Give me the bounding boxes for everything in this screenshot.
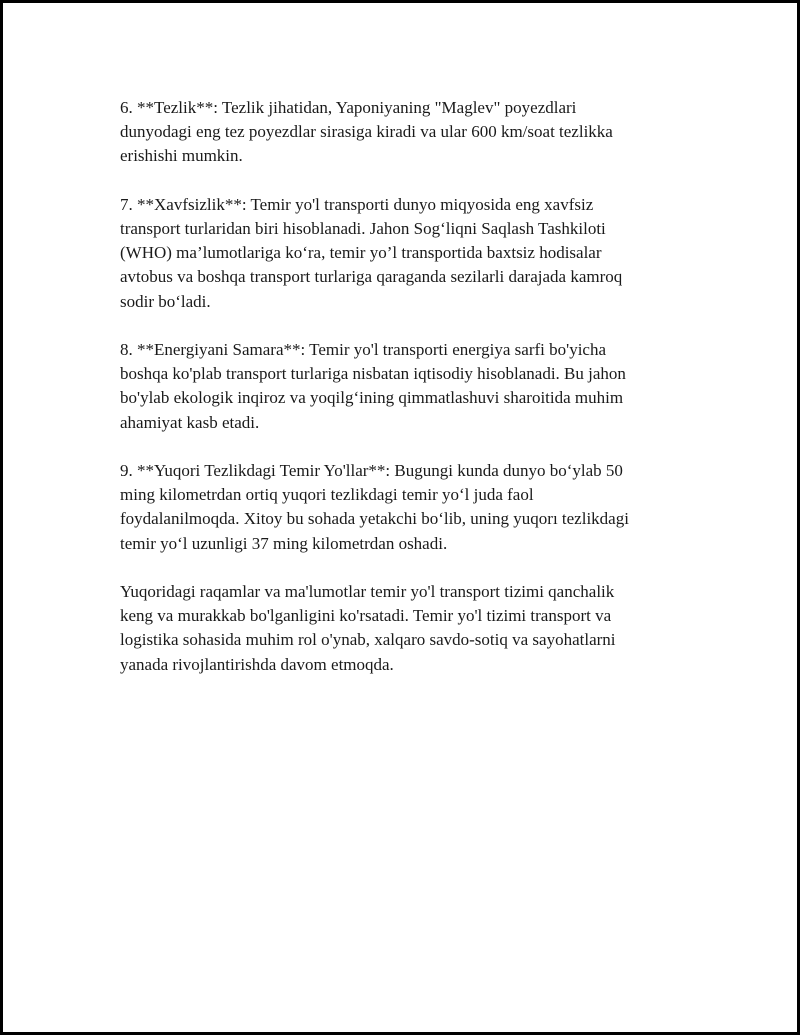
paragraph-energy-efficiency: 8. **Energiyani Samara**: Temir yo'l transporti energiya sarfi bo'yicha boshqa ko'plab transport turlariga nisbatan iqtisodiy hisoblanadi. Bu jahon bo'ylab ekologik inqiroz va yoqilg‘ining qimmatlashuvi sharoitida muhim ahamiyat kasb etadi. [120,340,626,432]
paragraph-speed: 6. **Tezlik**: Tezlik jihatidan, Yaponiyaning "Maglev" poyezdlari dunyodagi eng tez poyezdlar sirasiga kiradi va ular 600 km/soat tezlikka erishishi mumkin. [120,98,613,166]
paragraph-safety: 7. **Xavfsizlik**: Temir yo'l transporti dunyo miqyosida eng xavfsiz transport turlaridan biri hisoblanadi. Jahon Sog‘liqni Saqlash Tashkiloti (WHO) ma’lumotlariga ko‘ra, temir yo’l transportida baxtsiz hodisalar avtobus va boshqa transport turlariga qaraganda sezilarli darajada kamroq sodir bo‘ladi. [120,194,623,311]
paragraph-conclusion: Yuqoridagi raqamlar va ma'lumotlar temir yo'l transport tizimi qanchalik keng va murakkab bo'lganligini ko'rsatadi. Temir yo'l tizimi transport va logistika sohasida muhim rol o'ynab, xalqaro savdo-sotiq va sayohatlarni yanada rivojlantirishda davom etmoqda. [120,582,616,674]
paragraph-high-speed-rail: 9. **Yuqori Tezlikdagi Temir Yo'llar**: Bugungi kunda dunyo bo‘ylab 50 ming kilometrdan ortiq yuqori tezlikdagi temir yo‘l juda faol foydalanilmoqda. Xitoy bu sohada yetakchi bo‘lib, uning yuqorı tezlikdagi temir yo‘l uzunligi 37 ming kilometrdan oshadi. [120,461,629,553]
document-body [120,96,686,701]
